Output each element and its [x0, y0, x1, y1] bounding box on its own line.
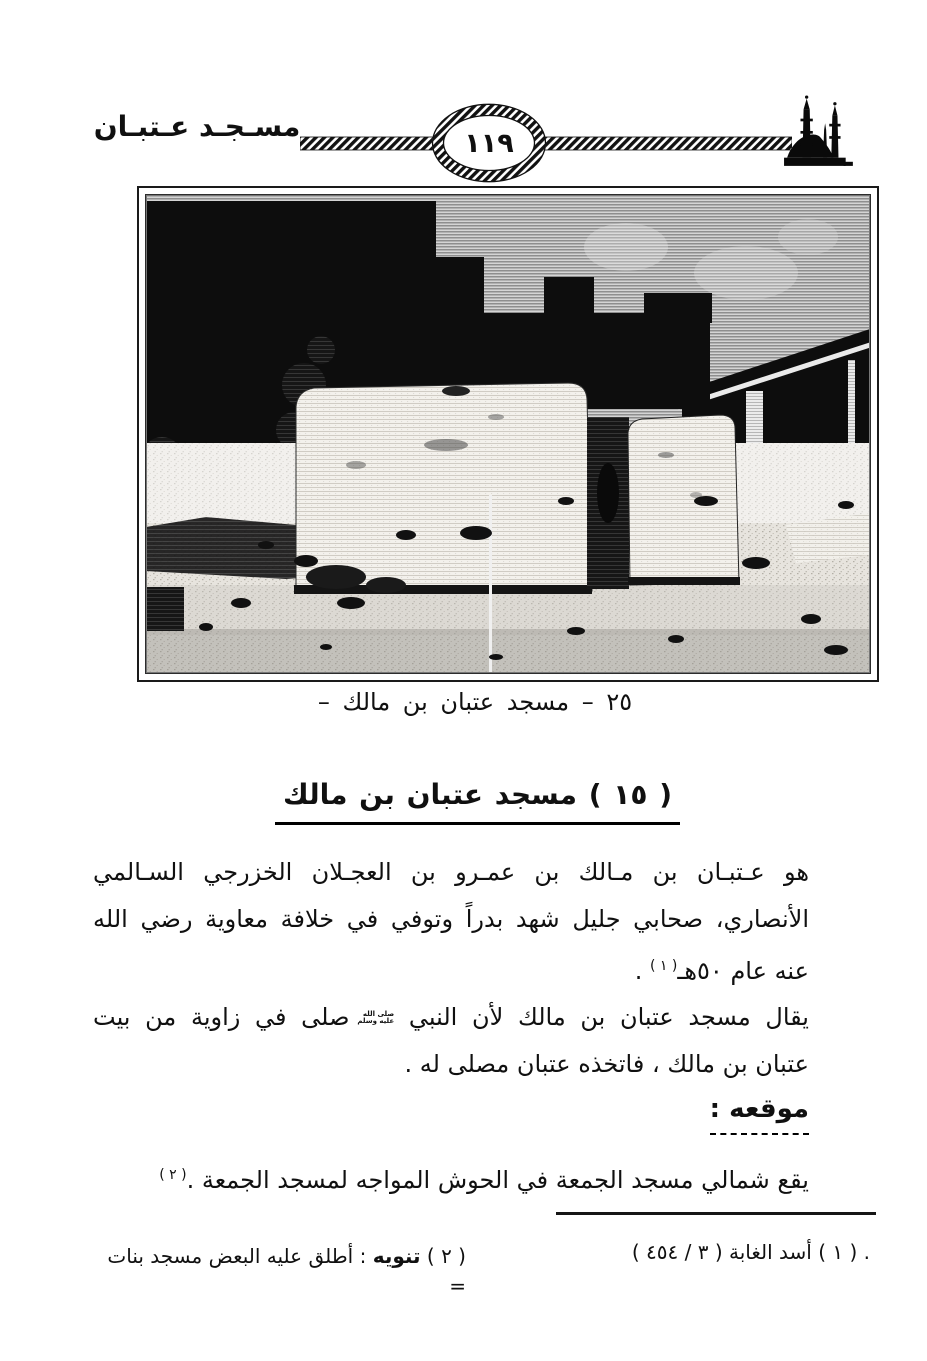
pbuh-mark: صلى الله عليه وسلم [357, 1010, 395, 1025]
photo-image [145, 194, 871, 674]
location-section [93, 1094, 809, 1150]
paragraph2-line2: عتبان بن مالك ، فاتخذه عتبان مصلى له . [404, 1050, 809, 1078]
paragraph2-line1-text-b: صلى في زاوية من بيت [93, 1003, 350, 1031]
mosque-icon [782, 94, 858, 170]
photo-frame [137, 186, 879, 682]
header-section-title: مسـجـد عـتبـان [93, 110, 301, 143]
footnote-2-number: ( ٢ ) [420, 1244, 466, 1268]
article-heading: ( ١٥ ) مسجد عتبان بن مالك [275, 778, 680, 825]
paragraph1-line1: هو عـتبـان بن مـالك بن عمـرو بن العجـلان الخزرجي السـالمي [93, 858, 809, 886]
paragraph1-line3 [93, 943, 809, 990]
article-body [93, 849, 809, 1199]
page-number: ١١٩ [464, 128, 514, 159]
location-line-text: يقع شمالي مسجد الجمعة في الحوش المواجه لمسجد الجمعة . [186, 1166, 809, 1194]
location-section-title: موقعه : [710, 1094, 809, 1135]
paragraph1-line2: الأنصاري، صحابي جليل شهد بدراً وتوفي في خلافة معاوية رضي الله [93, 905, 809, 933]
footnote-ref-2: ( ٢ ) [159, 1167, 187, 1183]
rope-divider [300, 100, 792, 188]
footnote-continuation-mark: = [449, 1274, 466, 1298]
paragraph2-line1-text-a: يقال مسجد عتبان بن مالك لأن النبي [408, 1003, 809, 1031]
footnote-2-label: تنويه [372, 1244, 421, 1268]
paragraph1-line3-text: عنه عام ٥٠هـ [677, 957, 809, 985]
footnote-2 [88, 1241, 466, 1301]
photo-main-structure [296, 383, 592, 593]
footnote-1: . ( ١ ) أسد الغابة ( ٣ / ٤٥٤ ) [631, 1240, 870, 1264]
footnote-separator [556, 1212, 876, 1215]
photo-caption: ٢٥ – مسجد عتبان بن مالك – [317, 688, 633, 716]
footnote-2-text: : أطلق عليه البعض مسجد بنات [107, 1244, 373, 1268]
location-line [93, 1152, 809, 1199]
paragraph2-line1 [93, 994, 809, 1041]
article-heading-row [14, 778, 927, 825]
footnote-ref-1: ( ١ ) [649, 958, 678, 974]
photo-second-structure [628, 415, 739, 585]
paragraph1-end-mark: . [634, 957, 650, 985]
